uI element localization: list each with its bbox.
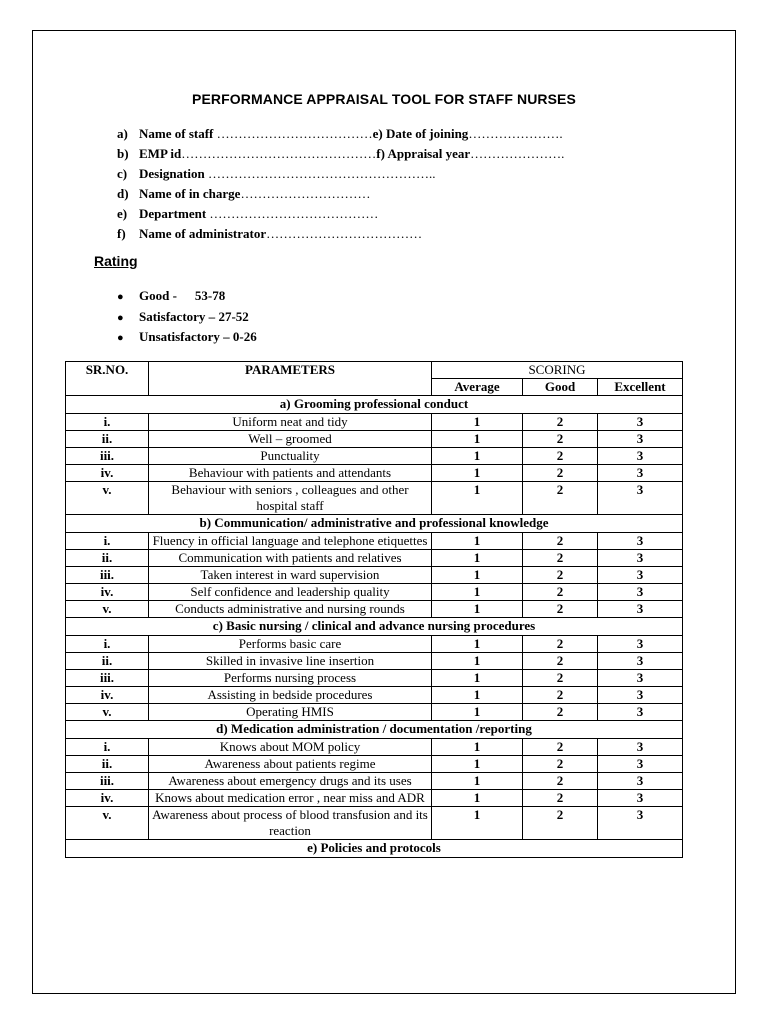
parameter-cell: Knows about MOM policy — [149, 739, 432, 756]
excellent-score-cell: 3 — [598, 601, 683, 618]
parameter-cell: Communication with patients and relatives — [149, 550, 432, 567]
parameter-cell: Taken interest in ward supervision — [149, 567, 432, 584]
parameter-cell: Operating HMIS — [149, 704, 432, 721]
info-field-name-of-in-charge — [117, 184, 564, 204]
average-score-cell: 1 — [432, 482, 523, 515]
info-field-text: Name of staff — [139, 126, 214, 141]
info-field-dots: ………………………………… — [206, 206, 379, 221]
table-row — [66, 773, 683, 790]
info-field-dots: ……………………………… — [213, 126, 373, 141]
parameter-cell: Performs nursing process — [149, 670, 432, 687]
sr-cell: iv. — [66, 584, 149, 601]
table-row — [66, 482, 683, 515]
table-row — [66, 431, 683, 448]
info-field-text: Designation — [139, 166, 205, 181]
parameter-cell: Behaviour with seniors , colleagues and other hospital staff — [149, 482, 432, 515]
table-row — [66, 739, 683, 756]
sr-cell: i. — [66, 414, 149, 431]
parameter-cell: Awareness about emergency drugs and its uses — [149, 773, 432, 790]
info-field-extra: e) Date of joining — [372, 126, 469, 141]
section-row — [66, 396, 683, 414]
good-score-cell: 2 — [523, 567, 598, 584]
sr-cell: i. — [66, 739, 149, 756]
sr-cell: i. — [66, 533, 149, 550]
info-field-name-of-staff — [117, 124, 564, 144]
sr-cell: iii. — [66, 773, 149, 790]
table-row — [66, 550, 683, 567]
average-score-cell: 1 — [432, 448, 523, 465]
info-field-label: e) — [117, 206, 128, 221]
info-field-extra-dots: …………………. — [468, 126, 563, 141]
table-row — [66, 704, 683, 721]
parameter-cell: Skilled in invasive line insertion — [149, 653, 432, 670]
header-scoring: SCORING — [432, 362, 683, 379]
info-field-text: EMP id — [139, 146, 182, 161]
average-score-cell: 1 — [432, 550, 523, 567]
excellent-score-cell: 3 — [598, 533, 683, 550]
rating-heading: Rating — [94, 253, 138, 269]
info-field-text: Name of administrator — [139, 226, 267, 241]
good-score-cell: 2 — [523, 431, 598, 448]
good-score-cell: 2 — [523, 653, 598, 670]
table-row — [66, 636, 683, 653]
excellent-score-cell: 3 — [598, 465, 683, 482]
parameter-cell: Conducts administrative and nursing rounds — [149, 601, 432, 618]
average-score-cell: 1 — [432, 807, 523, 840]
table-row — [66, 465, 683, 482]
average-score-cell: 1 — [432, 431, 523, 448]
sr-cell: v. — [66, 601, 149, 618]
good-score-cell: 2 — [523, 687, 598, 704]
good-score-cell: 2 — [523, 704, 598, 721]
info-field-designation — [117, 164, 564, 184]
average-score-cell: 1 — [432, 653, 523, 670]
average-score-cell: 1 — [432, 790, 523, 807]
section-title: d) Medication administration / documentation /reporting — [66, 721, 683, 739]
parameter-cell: Knows about medication error , near miss and ADR — [149, 790, 432, 807]
sr-cell: iv. — [66, 687, 149, 704]
sr-cell: iii. — [66, 567, 149, 584]
sr-cell: i. — [66, 636, 149, 653]
table-row — [66, 414, 683, 431]
bullet-icon: ● — [117, 311, 124, 324]
good-score-cell: 2 — [523, 584, 598, 601]
excellent-score-cell: 3 — [598, 448, 683, 465]
rating-range: 53-78 — [194, 288, 226, 303]
info-field-text: Department — [139, 206, 207, 221]
average-score-cell: 1 — [432, 739, 523, 756]
table-row — [66, 670, 683, 687]
sr-cell: ii. — [66, 431, 149, 448]
rating-list — [117, 286, 257, 348]
average-score-cell: 1 — [432, 636, 523, 653]
good-score-cell: 2 — [523, 756, 598, 773]
table-row — [66, 756, 683, 773]
sr-cell: ii. — [66, 550, 149, 567]
parameter-cell: Behaviour with patients and attendants — [149, 465, 432, 482]
excellent-score-cell: 3 — [598, 670, 683, 687]
sr-cell: v. — [66, 482, 149, 515]
info-field-label: b) — [117, 146, 129, 161]
sr-cell: v. — [66, 807, 149, 840]
header-average: Average — [432, 379, 523, 396]
parameter-cell: Assisting in bedside procedures — [149, 687, 432, 704]
table-row — [66, 567, 683, 584]
average-score-cell: 1 — [432, 567, 523, 584]
info-field-dots: ……………………………… — [266, 226, 423, 241]
parameter-cell: Punctuality — [149, 448, 432, 465]
rating-name: Good - — [139, 288, 177, 303]
average-score-cell: 1 — [432, 414, 523, 431]
sr-cell: iii. — [66, 670, 149, 687]
bullet-icon: ● — [117, 332, 124, 344]
excellent-score-cell: 3 — [598, 790, 683, 807]
table-row — [66, 807, 683, 840]
excellent-score-cell: 3 — [598, 567, 683, 584]
info-field-label: d) — [117, 186, 129, 201]
parameter-cell: Fluency in official language and telephone etiquettes — [149, 533, 432, 550]
table-row — [66, 790, 683, 807]
rating-range: 0-26 — [232, 329, 257, 344]
info-field-dots: …………………………………………….. — [204, 166, 436, 181]
average-score-cell: 1 — [432, 704, 523, 721]
parameter-cell: Awareness about process of blood transfusion and its reaction — [149, 807, 432, 840]
parameter-cell: Performs basic care — [149, 636, 432, 653]
sr-cell: iii. — [66, 448, 149, 465]
excellent-score-cell: 3 — [598, 773, 683, 790]
good-score-cell: 2 — [523, 636, 598, 653]
info-field-text: Name of in charge — [139, 186, 241, 201]
info-field-extra-dots: …………………. — [470, 146, 565, 161]
good-score-cell: 2 — [523, 601, 598, 618]
section-title: b) Communication/ administrative and professional knowledge — [66, 515, 683, 533]
average-score-cell: 1 — [432, 670, 523, 687]
excellent-score-cell: 3 — [598, 550, 683, 567]
scoring-table-body — [66, 396, 683, 858]
section-row — [66, 840, 683, 858]
scoring-table — [65, 361, 683, 858]
excellent-score-cell: 3 — [598, 704, 683, 721]
good-score-cell: 2 — [523, 807, 598, 840]
excellent-score-cell: 3 — [598, 431, 683, 448]
average-score-cell: 1 — [432, 465, 523, 482]
section-row — [66, 618, 683, 636]
good-score-cell: 2 — [523, 533, 598, 550]
info-field-dots: ……………………………………… — [181, 146, 377, 161]
sr-cell: ii. — [66, 756, 149, 773]
parameter-cell: Uniform neat and tidy — [149, 414, 432, 431]
good-score-cell: 2 — [523, 550, 598, 567]
section-row — [66, 721, 683, 739]
rating-name: Unsatisfactory – — [139, 329, 230, 344]
parameter-cell: Self confidence and leadership quality — [149, 584, 432, 601]
info-field-name-of-administrator — [117, 224, 564, 244]
average-score-cell: 1 — [432, 773, 523, 790]
header-parameters: PARAMETERS — [149, 362, 432, 396]
sr-cell: iv. — [66, 790, 149, 807]
info-field-label: c) — [117, 166, 128, 181]
parameter-cell: Awareness about patients regime — [149, 756, 432, 773]
info-field-label: a) — [117, 126, 128, 141]
average-score-cell: 1 — [432, 756, 523, 773]
average-score-cell: 1 — [432, 687, 523, 704]
good-score-cell: 2 — [523, 670, 598, 687]
good-score-cell: 2 — [523, 790, 598, 807]
excellent-score-cell: 3 — [598, 584, 683, 601]
average-score-cell: 1 — [432, 533, 523, 550]
table-row — [66, 533, 683, 550]
info-field-emp-id — [117, 144, 564, 164]
rating-item-unsatisfactory — [117, 327, 257, 348]
info-field-label: f) — [117, 226, 126, 241]
good-score-cell: 2 — [523, 448, 598, 465]
info-field-dots: ………………………… — [240, 186, 371, 201]
excellent-score-cell: 3 — [598, 482, 683, 515]
average-score-cell: 1 — [432, 584, 523, 601]
section-title: e) Policies and protocols — [66, 840, 683, 858]
table-row — [66, 687, 683, 704]
good-score-cell: 2 — [523, 739, 598, 756]
good-score-cell: 2 — [523, 482, 598, 515]
rating-range: 27-52 — [218, 308, 249, 324]
table-row — [66, 584, 683, 601]
table-row — [66, 601, 683, 618]
info-field-department — [117, 204, 564, 224]
sr-cell: v. — [66, 704, 149, 721]
section-title: a) Grooming professional conduct — [66, 396, 683, 414]
average-score-cell: 1 — [432, 601, 523, 618]
good-score-cell: 2 — [523, 465, 598, 482]
good-score-cell: 2 — [523, 414, 598, 431]
excellent-score-cell: 3 — [598, 414, 683, 431]
bullet-icon: ● — [117, 291, 124, 303]
header-excellent: Excellent — [598, 379, 683, 396]
rating-name: Satisfactory – — [139, 308, 216, 324]
info-field-extra: f) Appraisal year — [376, 146, 471, 161]
section-title: c) Basic nursing / clinical and advance nursing procedures — [66, 618, 683, 636]
staff-info-fields — [117, 124, 564, 244]
sr-cell: iv. — [66, 465, 149, 482]
excellent-score-cell: 3 — [598, 807, 683, 840]
header-good: Good — [523, 379, 598, 396]
rating-item-good — [117, 286, 257, 307]
excellent-score-cell: 3 — [598, 739, 683, 756]
sr-cell: ii. — [66, 653, 149, 670]
excellent-score-cell: 3 — [598, 687, 683, 704]
section-row — [66, 515, 683, 533]
header-srno: SR.NO. — [66, 362, 149, 396]
excellent-score-cell: 3 — [598, 756, 683, 773]
table-row — [66, 448, 683, 465]
excellent-score-cell: 3 — [598, 636, 683, 653]
parameter-cell: Well – groomed — [149, 431, 432, 448]
table-row — [66, 653, 683, 670]
rating-item-satisfactory — [117, 307, 257, 328]
document-title: PERFORMANCE APPRAISAL TOOL FOR STAFF NURSES — [192, 91, 576, 107]
good-score-cell: 2 — [523, 773, 598, 790]
excellent-score-cell: 3 — [598, 653, 683, 670]
